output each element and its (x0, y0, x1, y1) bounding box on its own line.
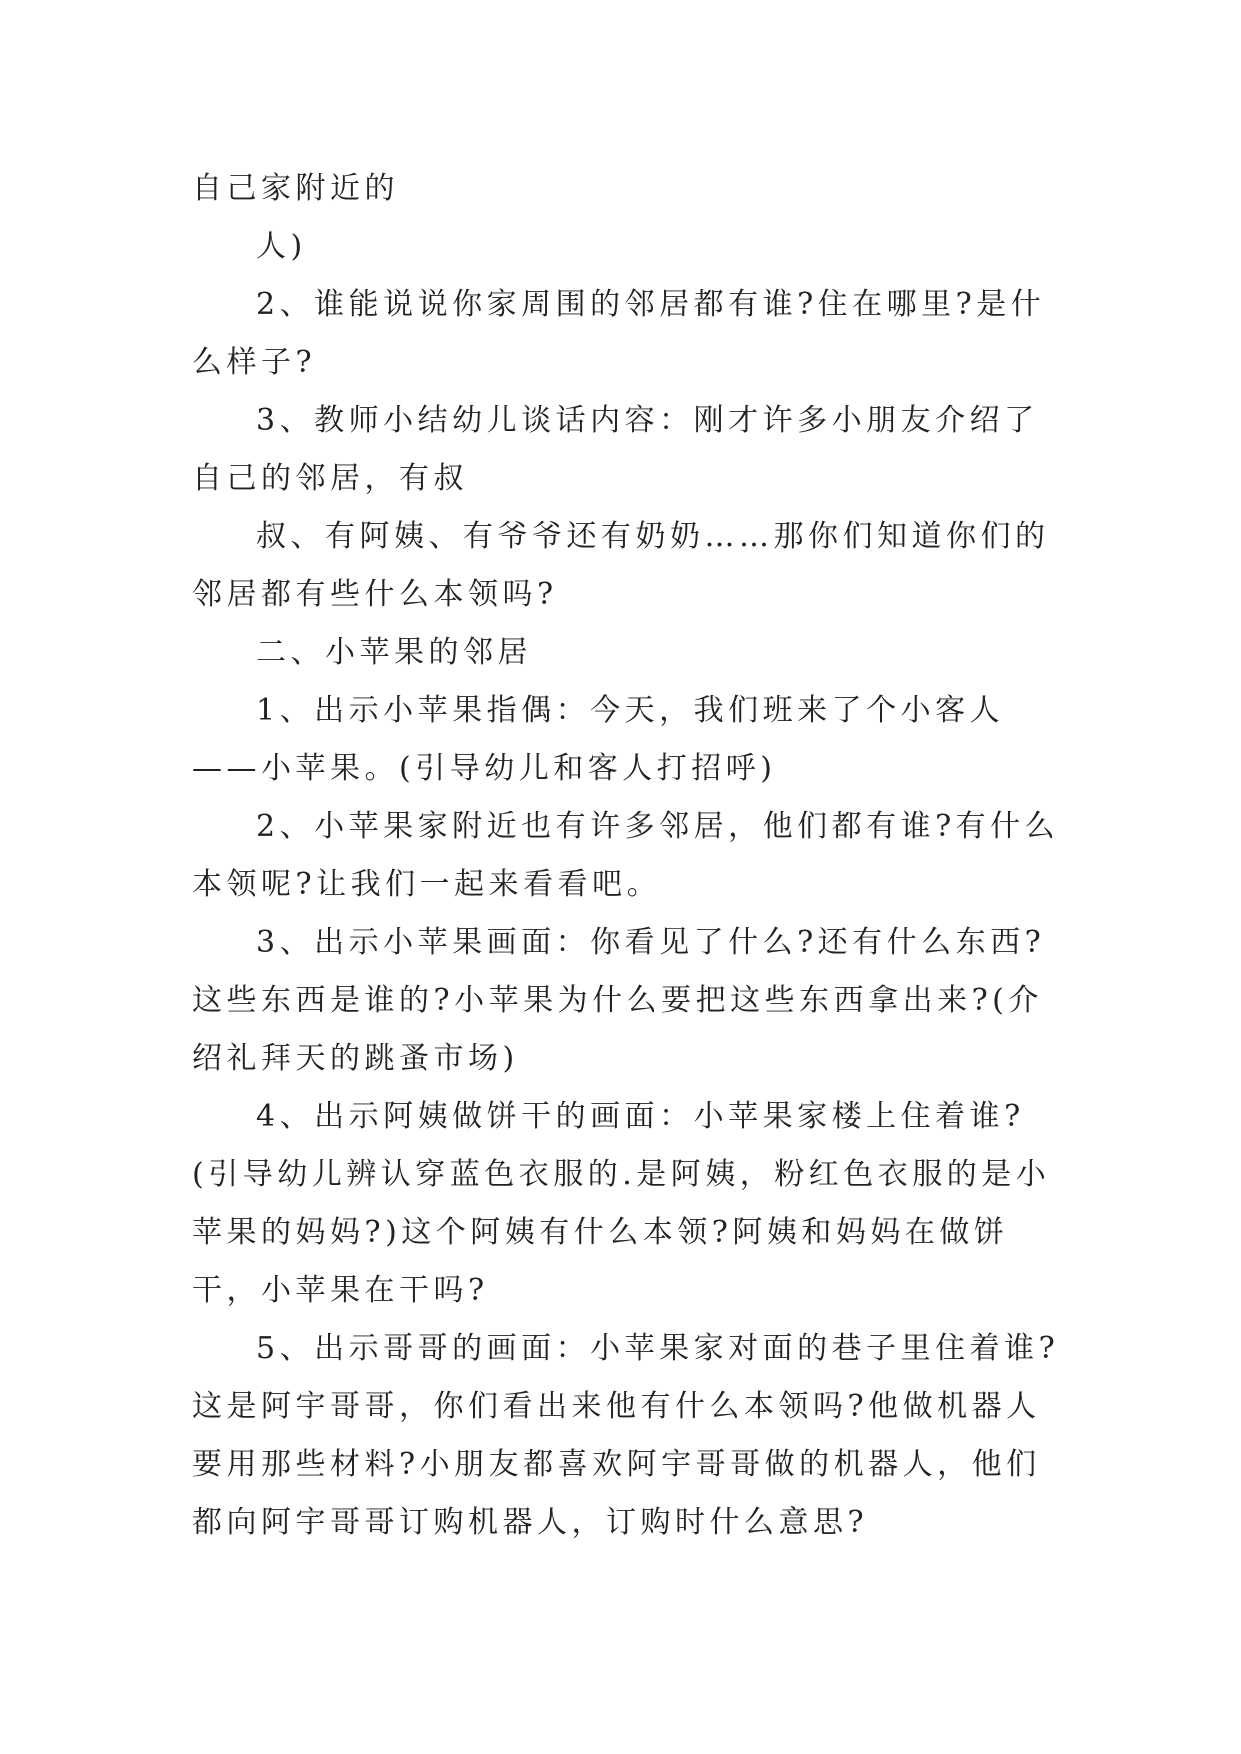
paragraph-10: 4、出示阿姨做饼干的画面：小苹果家楼上住着谁?(引导幼儿辨认穿蓝色衣服的.是阿姨，粉红色衣服的是小苹果的妈妈?)这个阿姨有什么本领?阿姨和妈妈在做饼干，小苹果在干吗? (192, 1099, 1051, 1308)
paragraph-7: 1、出示小苹果指偶：今天，我们班来了个小客人——小苹果。(引导幼儿和客人打招呼) (192, 693, 1005, 786)
paragraph-8: 2、小苹果家附近也有许多邻居，他们都有谁?有什么本领呢?让我们一起来看看吧。 (192, 809, 1060, 902)
paragraph-2: 人) (256, 229, 307, 264)
paragraph-5: 叔、有阿姨、有爷爷还有奶奶……那你们知道你们的邻居都有些什么本领吗? (192, 519, 1050, 612)
paragraph-3: 2、谁能说说你家周围的邻居都有谁?住在哪里?是什么样子? (192, 287, 1046, 380)
paragraph-9: 3、出示小苹果画面：你看见了什么?还有什么东西?这些东西是谁的?小苹果为什么要把这些东西拿出来?(介绍礼拜天的跳蚤市场) (192, 925, 1046, 1076)
paragraph-11: 5、出示哥哥的画面：小苹果家对面的巷子里住着谁?这是阿宇哥哥，你们看出来他有什么本领吗?他做机器人要用那些材料?小朋友都喜欢阿宇哥哥做的机器人，他们都向阿宇哥哥订购机器人，订购时什么意思? (192, 1331, 1060, 1540)
paragraph-4: 3、教师小结幼儿谈话内容：刚才许多小朋友介绍了自己的邻居，有叔 (192, 403, 1039, 496)
document-body (192, 160, 1062, 1552)
paragraph-1: 自己家附近的 (192, 171, 399, 206)
section-heading: 二、小苹果的邻居 (256, 635, 532, 670)
